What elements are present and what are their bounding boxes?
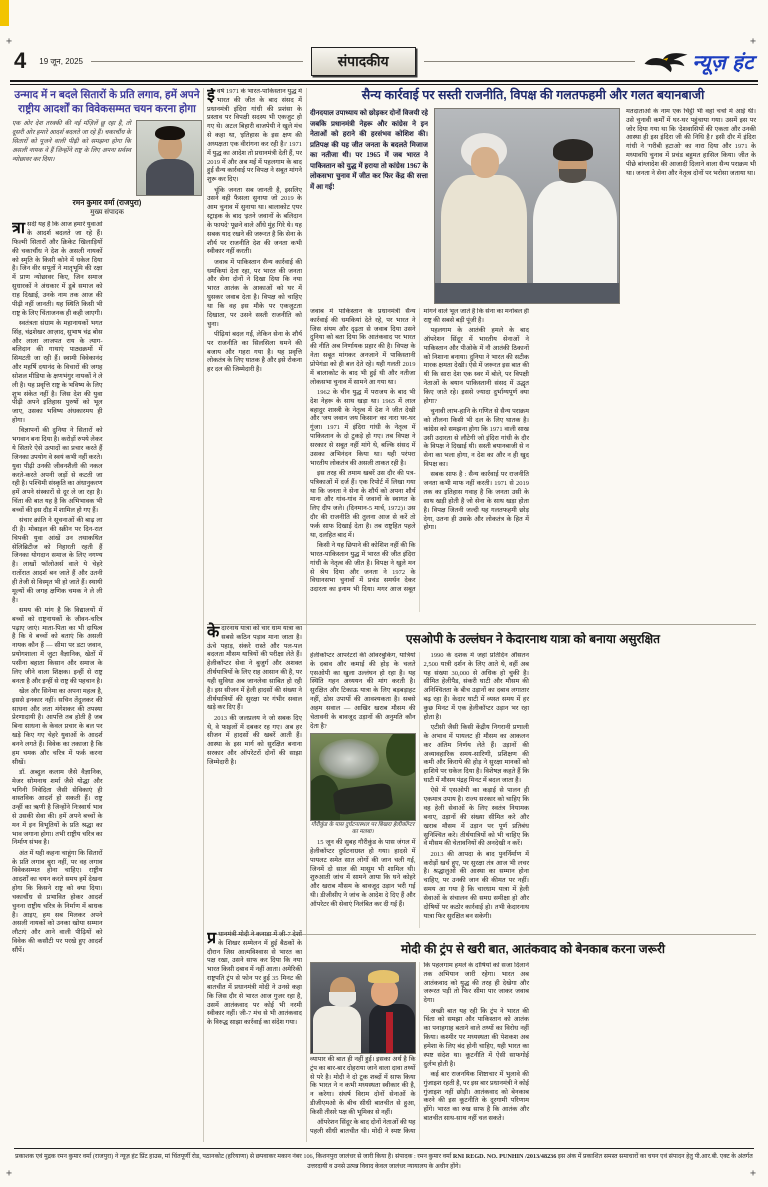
imprint-text: इस अंक में प्रकाशित समस्त समाचारों का चयन एवं संपादन हेतु पी.आर.बी. एक्ट के अंतर्गत उत्तरदायी व उनसे उत्पन्न विवाद केवल जालंधर न्यायालय के अधीन होंगे। — [307, 1153, 753, 1170]
page-number: 4 — [14, 48, 27, 73]
color-bar — [0, 0, 9, 26]
photo-shape — [368, 970, 399, 983]
article-paragraph: पहलगाम के आतंकी हमले के बाद ऑपरेशन सिंदूर में भारतीय सेनाओं ने पाकिस्तान और पीओके में नौ आतंकी ठिकानों को निशाना बनाया। दुनिया ने भारत की सटीक मारक क्षमता देखी। ऐसे में जरूरत इस बात की थी कि सारा देश एक स्वर में बोले, पर विपक्षी नेताओं के बयान पाकिस्तानी संसद में उद्धृत किए जाते रहे। इससे ज्यादा दुर्भाग्यपूर्ण क्या होगा? — [423, 327, 529, 405]
article-paragraph: विज्ञापनों की दुनिया ने सितारों को भगवान बना दिया है। करोड़ों रुपये लेकर ये सितारे ऐसे उत्पादों का प्रचार करते हैं जिनका उपयोग वे स्वयं कभी नहीं करते। युवा पीढ़ी उनकी जीवनशैली की नकल करते-करते अपनी जड़ों से कटती जा रही है। पश्चिमी संस्कृति का अंधानुकरण हमें अपने संस्कारों से दूर ले जा रहा है। चिंता की बात यह है कि अभिभावक भी बच्चों की इस दौड़ में शामिल हो गए हैं। — [12, 427, 103, 514]
modi-trump-body — [310, 962, 756, 1140]
section-title: संपादकीय — [311, 47, 416, 76]
photo-shape — [386, 733, 416, 776]
military-side-text: मतदाताओं के नाम एक चिट्ठी भी वहां चर्चा में आई थी। उसे चुनावी कर्मों में घर-घर पहुंचाया गया। उसमें इस पर जोर दिया गया था कि 'देशवासियों की एकता और उनकी आस्था ही इस इंदिरा जी की निधि है।' इसी दौर में इंदिरा गांधी ने 'गरीबी हटाओ' का नारा दिया और 1971 के मध्यावधि चुनाव में प्रचंड बहुमत हासिल किया। जीत के पीछे बांग्लादेश की आजादी दिलाने वाला सैन्य पराक्रम भी था। जनता ने सेना और नेतृत्व दोनों पर भरोसा जताया था। — [626, 108, 756, 177]
article-paragraph: समय की मांग है कि विद्यालयों में बच्चों को राष्ट्रनायकों के जीवन-चरित्र पढ़ाए जाएं। माता-पिता का भी दायित्व है कि वे बच्चों को बताएं कि असली नायक कौन हैं — सीमा पर डटा जवान, प्रयोगशाला में जुटा वैज्ञानिक, खेतों में पसीना बहाता किसान और समाज के लिए जीने वाला शिक्षक। इन्हीं से राष्ट्र बनता है और इन्हीं से राष्ट्र की पहचान है। — [12, 606, 103, 685]
article-paragraph: कई बार राजनयिक शिष्टाचार में भुलावे की गुंजाइश रहती है, पर इस बार प्रधानमंत्री ने कोई गुंजाइश नहीं छोड़ी। आतंकवाद को बेनकाब करने की इस कूटनीति के दूरगामी परिणाम होंगे। भारत का रुख साफ है कि आतंक और बातचीत साथ-साथ नहीं चल सकते। — [423, 1070, 529, 1123]
article-paragraph: ऐसे में एसओपी का कड़ाई से पालन ही एकमात्र उपाय है। राज्य सरकार को चाहिए कि वह हेली सेवाओं के लिए स्वतंत्र नियामक बनाए, उड़ानों की संख्या सीमित करे और खराब मौसम में उड़ान पर पूर्ण प्रतिबंध सुनिश्चित करे। तीर्थयात्रियों को भी चाहिए कि वे मौसम की चेतावनियों की अनदेखी न करें। — [423, 787, 529, 848]
photo-shape — [146, 159, 194, 196]
article-paragraph: जवाब में पाकिस्तान के प्रधानमंत्री सैन्य कार्रवाई की धमकियां देते रहे, पर भारत ने जिस संयम और दृढ़ता से जवाब दिया उसने दुनिया को बता दिया कि आतंकवाद पर भारत की नीति अब निर्णायक प्रहार की है। विपक्ष के नेता सबूत मांगकर अनजाने में पाकिस्तानी प्रोपेगंडा को ही बल देते रहे। यही गलती 2019 में बालाकोट के बाद भी हुई थी और नतीजा लोकसभा चुनाव में सामने आ गया था। — [310, 308, 416, 386]
article-paragraph: ऑपरेशन सिंदूर के बाद दोनों नेताओं की यह पहली सीधी बातचीत थी। मोदी ने स्पष्ट किया कि पहलगाम हमले के दोषियों को सजा दिलाने तक अभियान जारी रहेगा। भारत अब आतंकवाद को युद्ध की तरह ही देखेगा और जरूरत पड़ी तो फिर सीमा पार जाकर जवाब देगा। — [310, 962, 529, 1136]
photo-shape — [371, 979, 398, 1006]
article-paragraph: इस तरह की तमाम खबरें उस दौर की पत्र-पत्रिकाओं में दर्ज हैं। एक रिपोर्ट में लिखा गया था कि जनता ने सेना के शौर्य को अपना शौर्य माना और गांव-गांव में जवानों के स्वागत के लिए दीप जले। (दिनमान-5 मार्च, 1972)। उस दौर की राजनीति की तुलना आज से करें तो फर्क साफ दिखाई देता है। तब राष्ट्रहित पहले था, दलहित बाद में। — [310, 469, 416, 539]
article-paragraph: केदारनाथ यात्रा को चार धाम यात्रा का सबसे कठिन पड़ाव माना जाता है। ऊंचे पहाड़, संकरे रास्ते और पल-पल बदलता मौसम यात्रियों की परीक्षा लेते हैं। हेलीकॉप्टर सेवा ने बुजुर्ग और अशक्त तीर्थयात्रियों के लिए राह आसान की है, पर यही सुविधा अब जानलेवा साबित हो रही है। इस सीजन में हेली हादसों की संख्या ने तीर्थयात्रियों की सुरक्षा पर गंभीर सवाल खड़े कर दिए हैं। — [207, 624, 302, 712]
modi-trump-photo — [310, 962, 416, 1054]
article-paragraph: जवाब में पाकिस्तान सैन्य कार्रवाई की धमकियां देता रहा, पर भारत की जनता और सेना दोनों ने दिखा दिया कि नया भारत आतंक के आकाओं को घर में घुसकर जवाब देता है। विपक्ष को चाहिए था कि वह इस मौके पर एकजुटता दिखाता, पर उसने सस्ती राजनीति को चुना। — [207, 258, 302, 328]
editorial-intro: एक ओर देश तरक्की की नई मंज़िलें छू रहा है, तो दूसरी ओर हमारे आदर्श बदलते जा रहे हैं। चकाचौंध के सितारों को पूजने वाली पीढ़ी को समझना होगा कि असली नायक वे हैं जिन्होंने राष्ट्र के लिए अपना सर्वस्व न्योछावर कर दिया। — [12, 120, 131, 164]
modi-trump-lead-block — [207, 926, 302, 1132]
header-rule-thin — [10, 84, 758, 85]
photo-caption: गौरीकुंड के पास दुर्घटनास्थल पर बिखरा हेलीकॉप्टर का मलबा। — [310, 821, 415, 836]
page-header — [14, 46, 754, 76]
dropcap: के — [207, 624, 220, 641]
photo-shape — [553, 139, 593, 161]
article-paragraph: एटीसी जैसी किसी केंद्रीय निगरानी प्रणाली के अभाव में पायलट ही मौसम का आकलन कर अंतिम निर्णय लेते हैं। उड़ानों की अव्यावहारिक समय-सारिणी, प्रशिक्षण की कमी और किराये की होड़ ने सुरक्षा मानकों को हाशिये पर धकेल दिया है। विशेषज्ञ कहते हैं कि घाटी में मौसम पंद्रह मिनट में बदल जाता है। — [423, 724, 529, 785]
article-paragraph: हेलीकॉप्टर आपरेटरों की ओवरबुकिंग, यात्रियों के दबाव और कमाई की होड़ के चलते एसओपी का खुला उल्लंघन हो रहा है। यह स्थिति गहन अध्ययन की मांग करती है। सुरक्षित और टिकाऊ यात्रा के लिए बड़बड़ाहट नहीं, ठोस उपायों की आवश्यकता है। सबसे अहम सवाल — आखिर खराब मौसम की चेतावनी के बावजूद उड़ानों की अनुमति कौन देता है? — [310, 652, 416, 730]
kedarnath-lead-block — [207, 620, 302, 926]
column-divider — [203, 88, 204, 1142]
issue-date: 19 जून, 2025 — [39, 56, 83, 66]
kedarnath-headline: एसओपी के उल्लंघन ने केदारनाथ यात्रा को बनाया असुरक्षित — [406, 632, 660, 646]
article-paragraph: 2013 की जलप्रलय ने जो सबक दिए थे, वे फाइलों में दबकर रह गए। अब हर सीजन में हादसों की खबरें आती हैं। आस्था के इस मार्ग को सुरक्षित बनाना सरकार और ऑपरेटरों दोनों की साझा जिम्मेदारी है। — [207, 714, 302, 766]
photo-shape — [332, 783, 393, 817]
article-paragraph: चूंकि जनता सब जानती है, इसलिए उसने वही फैसला सुनाया जो 2019 के आम चुनाव में सुनाया था। बालाकोट एयर स्ट्राइक के बाद 'इतने जवानों के बलिदान के फायदे' पूछने वाले औंधे मुंह गिरे थे। यह सबक याद रखने की जरूरत है कि सेना के शौर्य पर राजनीति देश की जनता कभी स्वीकार नहीं करती। — [207, 186, 302, 256]
article-paragraph: त्रा सदी यह है कि आज हमारे युवाओं के आदर्श बदलते जा रहे हैं। फिल्मी सितारों और क्रिकेट खिलाड़ियों की चकाचौंध ने देश के असली नायकों को स्मृति के किसी कोने में धकेल दिया है। जिन वीर सपूतों ने मातृभूमि की रक्षा में प्राण न्योछावर किए, जिन समाज सुधारकों ने अंधकार में डूबे समाज को राह दिखाई, उनके नाम तक आज की पीढ़ी नहीं जानती। यह स्थिति किसी भी राष्ट्र के लिए चिंताजनक ही कही जाएगी। — [12, 221, 103, 317]
photo-shape — [155, 126, 185, 140]
article-paragraph: 15 जून की सुबह गौरीकुंड के पास जंगल में हेलीकॉप्टर दुर्घटनाग्रस्त हो गया। हादसे में पायलट समेत सात लोगों की जान चली गई, जिनमें दो साल की मासूम भी शामिल थी। शुरुआती जांच में सामने आया कि घने कोहरे और खराब मौसम के बावजूद उड़ान भरी गई थी। डीजीसीए ने जांच के आदेश दे दिए हैं और ऑपरेटर की सेवाएं निलंबित कर दी गई हैं। — [310, 839, 416, 908]
photo-shape — [386, 1012, 393, 1054]
crop-mark-icon: + — [749, 36, 756, 47]
article-paragraph: 1990 के दशक में जहां प्रतिदिन औसतन 2,500 यात्री दर्शन के लिए आते थे, वहीं अब यह संख्या 30,000 से अधिक हो चुकी है। सीमित हेलीपैड, संकरी घाटी और मौसम की अनिश्चितता के बीच उड़ानों का दबाव लगातार बढ़ रहा है। केदार घाटी में व्यस्त समय में हर कुछ मिनट में एक हेलीकॉप्टर उड़ान भर रहा होता है। — [423, 652, 529, 721]
article-paragraph: अंत में यही कहना चाहूंगा कि सितारों के प्रति लगाव बुरा नहीं, पर वह लगाव विवेकसम्मत होना चाहिए। राष्ट्रीय आदर्शों का चयन करते समय हमें देखना होगा कि किसने राष्ट्र को क्या दिया। चकाचौंध से प्रभावित होकर आदर्श चुनना राष्ट्रीय चरित्र के निर्माण में बाधक है। आइए, हम सब मिलकर अपने असली नायकों को उनका खोया सम्मान लौटाएं और आने वाली पीढ़ियों को विवेक की कसौटी पर परखे हुए आदर्श सौंपें। — [12, 849, 103, 954]
article-paragraph: स्वतंत्रता संग्राम के महानायकों भगत सिंह, चंद्रशेखर आज़ाद, सुभाष चंद्र बोस और लाला लाजपत राय के त्याग-बलिदान की गाथाएं पाठ्यक्रमों में सिमटती जा रही हैं। स्वामी विवेकानंद और महर्षि दयानंद के विचारों की जगह सोशल मीडिया के क्षणभंगुर नायकों ने ले ली है। यह प्रवृत्ति राष्ट्र के भविष्य के लिए शुभ संकेत नहीं है। जिस देश की युवा पीढ़ी अपने इतिहास पुरुषों को भूल जाए, उसका भविष्य अंधकारमय ही होगा। — [12, 319, 103, 425]
modi-trump-article — [310, 940, 756, 1142]
header-divider-line — [91, 61, 303, 62]
article-paragraph: 1962 के चीन युद्ध में पराजय के बाद भी देश नेहरू के साथ खड़ा था। 1965 में लाल बहादुर शास्त्री के नेतृत्व में देश ने जीत देखी और 'जय जवान जय किसान' का नारा घर-घर गूंजा। 1971 में इंदिरा गांधी के नेतृत्व में पाकिस्तान के दो टुकड़े हो गए। तब विपक्ष ने सरकार से सबूत नहीं मांगे थे, बल्कि संसद में उसका अभिनंदन किया था। यही परंपरा भारतीय लोकतंत्र की असली ताकत रही है। — [310, 388, 416, 467]
article-paragraph: 2013 की आपदा के बाद पुनर्निर्माण में करोड़ों खर्च हुए, पर सुरक्षा तंत्र आज भी लचर है। श्रद्धालुओं की आस्था का सम्मान होना चाहिए, पर उनकी जान की कीमत पर नहीं। समय आ गया है कि चारधाम यात्रा में हेली सेवाओं के संचालन की समग्र समीक्षा हो और दोषियों पर कठोर कार्रवाई हो। तभी केदारनाथ यात्रा फिर सुरक्षित बन सकेगी। — [423, 850, 529, 920]
modi-trump-headline: मोदी की ट्रंप से खरी बात, आतंकवाद को बेनकाब करना जरूरी — [401, 942, 665, 956]
editorial-body — [12, 221, 202, 1123]
article-paragraph: खेल और सिनेमा का अपना महत्व है, इससे इनकार नहीं। सचिन तेंदुलकर की साधना और लता मंगेशकर की तपस्या प्रेरणादायी है। आपत्ति तब होती है जब बिना साधना के केवल प्रचार के बल पर खड़े किए गए चेहरे युवाओं के आदर्श बनने लगते हैं। विवेक का तकाजा है कि हम चमक और चरित्र में फर्क करना सीखें। — [12, 687, 103, 766]
dropcap: ई — [207, 88, 215, 104]
imprint-footer — [14, 1148, 754, 1171]
imprint-text: प्रकाशक एवं मुद्रक रमन कुमार वर्मा (राजपुरा) ने न्यूज़ हंट प्रिंट हाउस, मां चिंतपूर्णी रोड, पठानकोट (हरियाणा) से छपवाकर मकान नंबर 106, किशनपुरा जालंधर से जारी किया है। संपादक : रमन कुमार वर्मा — [15, 1153, 452, 1160]
editorial-intro-row — [12, 120, 202, 196]
kedarnath-article — [310, 630, 756, 930]
military-top-row — [310, 108, 756, 304]
military-headline: सैन्य कार्रवाई पर सस्ती राजनीति, विपक्ष की गलतफहमी और गलत बयानबाजी — [361, 88, 705, 102]
editorial-headline: उन्माद में न बदले सितारों के प्रति लगाव, हमें अपने राष्ट्रीय आदर्शों का विवेकसम्मत चयन करना होगा — [14, 89, 200, 116]
photo-shape — [435, 283, 619, 303]
photo-shape — [471, 147, 499, 178]
military-intro: दीनदयाल उपाध्याय को छोड़कर दोनों विजयी रहे जबकि प्रधानमंत्री नेहरू और कांग्रेस ने इन नेताओं को हराने की हरसंभव कोशिश की। प्रतिपक्ष की यह जीत जनता के बदलते मिजाज का नतीजा थी। पर 1965 में जब भारत ने पाकिस्तान को युद्ध में हराया तो कांग्रेस 1967 के लोकसभा चुनाव में जीत कर फिर केंद्र की सत्ता में आ गई! — [310, 109, 428, 191]
author-name: रमन कुमार वर्मा (राजपुरा) — [72, 198, 142, 208]
masthead-logo — [643, 48, 754, 75]
crop-mark-icon: + — [749, 1168, 756, 1179]
header-divider-line — [424, 61, 636, 62]
rni-number: RNI REGD. NO. PUNHIN /2013/48236 — [452, 1153, 557, 1160]
article-paragraph: पीढ़ियां बदल गईं, लेकिन सेना के शौर्य पर राजनीति का सिलसिला थमने की बजाय और गहरा गया है। यह प्रवृत्ति लोकतंत्र के लिए घातक है और इसे रोकना हर दल की जिम्मेदारी है। — [207, 330, 302, 374]
article-paragraph: सबक साफ है : सैन्य कार्रवाई पर राजनीति जनता कभी माफ नहीं करती। 1971 से 2019 तक का इतिहास गवाह है कि जनता उसी के साथ खड़ी होती है जो सेना के साथ खड़ा होता है। विपक्ष जितनी जल्दी यह गलतफहमी छोड़ देगा, उतना ही उसके और लोकतंत्र के हित में होगा। — [423, 471, 529, 532]
crop-mark-icon: + — [6, 36, 13, 47]
column-divider — [306, 88, 307, 1142]
article-paragraph: ईवर्ष 1971 के भारत-पाकिस्तान युद्ध में भारत की जीत के बाद संसद में प्रधानमंत्री इंदिरा गांधी की प्रशंसा के प्रस्ताव पर विपक्षी सदस्य भी एकजुट हो गए थे। अटल बिहारी वाजपेयी ने खुले मंच से कहा था, 'इतिहास के इस क्षण की अध्यक्षता एक वीरांगना कर रही है।' 1971 में युद्ध का आदेश तो प्रधानमंत्री देती हैं, पर 2019 में और अब मई में पहलगाम के बाद हुई सैन्य कार्रवाई पर विपक्ष ने सबूत मांगने शुरू कर दिए। — [207, 88, 302, 184]
crop-mark-icon: + — [6, 1168, 13, 1179]
dropcap: त्रा — [12, 221, 25, 238]
photo-shape — [319, 739, 379, 779]
article-paragraph: व्यापार की बात ही नहीं हुई। इसका अर्थ है कि ट्रंप का बार-बार दोहराया जाने वाला दावा तथ्यों से परे है। मोदी ने दो टूक शब्दों में साफ किया कि भारत ने न कभी मध्यस्थता स्वीकार की है, न करेगा। संघर्ष विराम दोनों सेनाओं के डीजीएमओ के बीच सीधी बातचीत से हुआ, किसी तीसरे पक्ष की भूमिका से नहीं। — [310, 1056, 416, 1116]
photo-shape — [313, 1006, 361, 1054]
author-role: मुख्य संपादक — [90, 208, 124, 217]
eagle-icon — [643, 50, 689, 73]
article-paragraph: किसी ने यह छिपाने की कोशिश नहीं की कि भारत-पाकिस्तान युद्ध में भारत की जीत इंदिरा गांधी के नेतृत्व की जीत है। विपक्ष ने खुले मन से श्रेय दिया और जनता ने 1972 के विधानसभा चुनावों में प्रचंड समर्थन देकर उदारता का इनाम भी दिया। मगर आज सबूत मांगने वाले भूल जाते हैं कि सेना का मनोबल ही राष्ट्र की सबसे बड़ी पूंजी है। — [310, 308, 529, 594]
article-paragraph: संचार क्रांति ने सूचनाओं की बाढ़ ला दी है। मोबाइल की स्क्रीन पर दिन-रात चिपकी युवा आंखें उन तथाकथित सेलिब्रिटीज को निहारती रहती हैं जिनका योगदान समाज के लिए नगण्य है। लाखों फॉलोअर्स वाले ये चेहरे रातोंरात आदर्श बन जाते हैं और उतनी ही तेजी से विस्मृत भी हो जाते हैं। स्थायी मूल्यों की जगह क्षणिक चमक ने ले ली है। — [12, 517, 103, 604]
editorial-article — [12, 88, 202, 1142]
article-paragraph: चुनावी लाभ-हानि के गणित से सैन्य पराक्रम को तौलना किसी भी दल के लिए घातक है। कांग्रेस को समझना होगा कि 1971 वाली साख उसी उदारता से लौटेगी जो इंदिरा गांधी के दौर के विपक्ष ने दिखाई थी। सस्ती बयानबाजी से न सेना का भला होगा, न देश का और न ही खुद विपक्ष का। — [423, 408, 529, 469]
sonia-rahul-photo — [434, 108, 620, 304]
military-lead-block — [207, 88, 302, 620]
article-paragraph: अच्छी बात यह रही कि ट्रंप ने भारत की चिंता को समझा और पाकिस्तान को आतंक का पनाहगाह बताने वाले तथ्यों का विरोध नहीं किया। कश्मीर पर मध्यस्थता की पेशकश अब हमेशा के लिए बंद होनी चाहिए, यही भारत का स्पष्ट संदेश था। कूटनीति में ऐसी साफगोई दुर्लभ होती है। — [423, 1007, 529, 1068]
photo-shape — [329, 992, 356, 1007]
header-rule — [10, 80, 758, 82]
helicopter-crash-photo — [310, 733, 416, 821]
article-paragraph: प्र धानमंत्री मोदी ने कनाडा में जी-7 देशों के शिखर सम्मेलन में हुई बैठकों के दौरान जिस आत्मविश्वास से भारत का पक्ष रखा, उसने साफ कर दिया कि नया भारत किसी दबाव में नहीं आता। अमेरिकी राष्ट्रपति ट्रंप से फोन पर हुई 35 मिनट की बातचीत में प्रधानमंत्री मोदी ने उनसे कहा कि जिस दौर से भारत आज गुजर रहा है, उसमें आतंकवाद पर कोई भी नरमी स्वीकार नहीं। जी-7 मंच से भी आतंकवाद के विरुद्ध साझा कार्रवाई का संदेश गया। — [207, 930, 302, 1027]
dropcap: प्र — [207, 930, 217, 947]
lead-in-column — [207, 88, 302, 1142]
photo-shape — [559, 169, 586, 183]
military-article — [310, 88, 756, 620]
masthead-title: न्यूज़ हंट — [692, 51, 754, 74]
article-paragraph: डॉ. अब्दुल कलाम जैसे वैज्ञानिक, मेजर सोमनाथ शर्मा जैसे योद्धा और भगिनी निवेदिता जैसी सेविकाएं ही वास्तविक आदर्श हो सकती हैं। राष्ट्र उन्हीं का ऋणी है जिन्होंने निःस्वार्थ भाव से उसकी सेवा की। हमें अपने बच्चों के मन में इन विभूतियों के प्रति श्रद्धा का भाव जगाना होगा। तभी राष्ट्रीय चरित्र का निर्माण संभव है। — [12, 768, 103, 847]
author-photo — [136, 120, 202, 196]
military-body — [310, 308, 756, 612]
kedarnath-body — [310, 652, 756, 928]
